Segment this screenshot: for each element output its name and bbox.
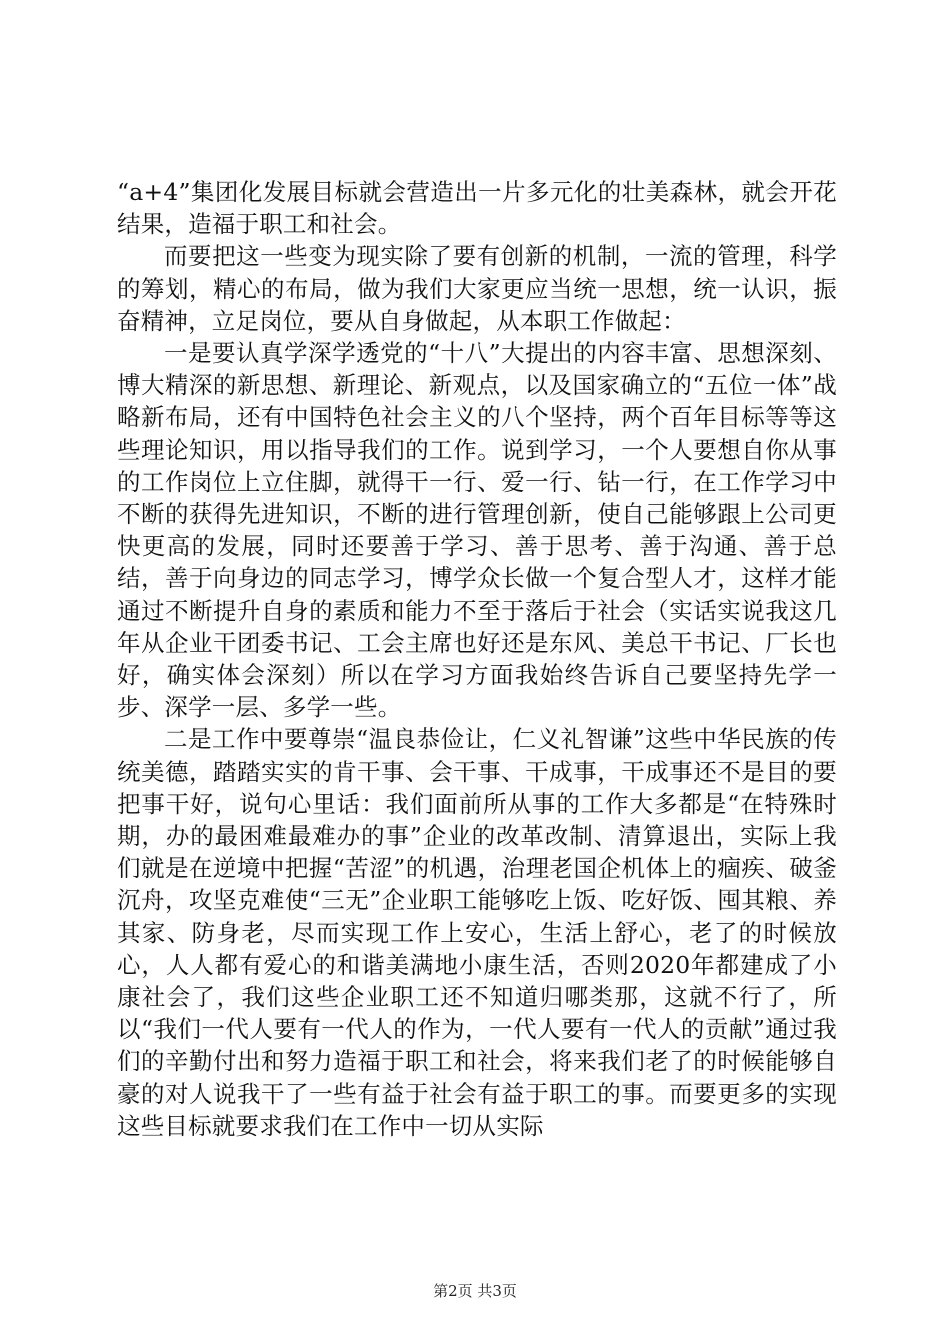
paragraph-intro: 而要把这一些变为现实除了要有创新的机制，一流的管理，科学的筹划，精心的布局，做为我们大家更应当统一思想，统一认识，振奋精神，立足岗位，要从自身做起，从本职工作做起：	[117, 242, 837, 335]
paragraph-point-two: 二是工作中要尊崇“温良恭俭让，仁义礼智谦”这些中华民族的传统美德，踏踏实实的肯干事、会干事、干成事，干成事还不是目的要把事干好，说句心里话：我们面前所从事的工作大多都是“在特殊时期，办的最困难最难办的事”企业的改革改制、清算退出，实际上我们就是在逆境中把握“苦涩”的机遇，治理老国企机体上的痼疾、破釜沉舟，攻坚克难使“三无”企业职工能够吃上饭、吃好饭、囤其粮、养其家、防身老，尽而实现工作上安心，生活上舒心，老了的时候放心，人人都有爱心的和谐美满地小康生活，否则2020年都建成了小康社会了，我们这些企业职工还不知道归哪类那，这就不行了，所以“我们一代人要有一代人的作为，一代人要有一代人的贡献”通过我们的辛勤付出和努力造福于职工和社会，将来我们老了的时候能够自豪的对人说我干了一些有益于社会有益于职工的事。而要更多的实现这些目标就要求我们在工作中一切从实际	[117, 725, 837, 1140]
page-footer: 第2页 共3页	[433, 1282, 517, 1300]
paragraph-point-one: 一是要认真学深学透党的“十八”大提出的内容丰富、思想深刻、博大精深的新思想、新理论、新观点，以及国家确立的“五位一体”战略新布局，还有中国特色社会主义的八个坚持，两个百年目标等等这些理论知识，用以指导我们的工作。说到学习，一个人要想自你从事的工作岗位上立住脚，就得干一行、爱一行、钻一行，在工作学习中不断的获得先进知识，不断的进行管理创新，使自己能够跟上公司更快更高的发展，同时还要善于学习、善于思考、善于沟通、善于总结，善于向身边的同志学习，博学众长做一个复合型人才，这样才能通过不断提升自身的素质和能力不至于落后于社会（实话实说我这几年从企业干团委书记、工会主席也好还是东风、美总干书记、厂长也好，确实体会深刻）所以在学习方面我始终告诉自己要坚持先学一步、深学一层、多学一些。	[117, 339, 837, 722]
document-body	[117, 176, 837, 1142]
paragraph-continuation: “a+4”集团化发展目标就会营造出一片多元化的壮美森林，就会开花结果，造福于职工和社会。	[117, 178, 837, 239]
